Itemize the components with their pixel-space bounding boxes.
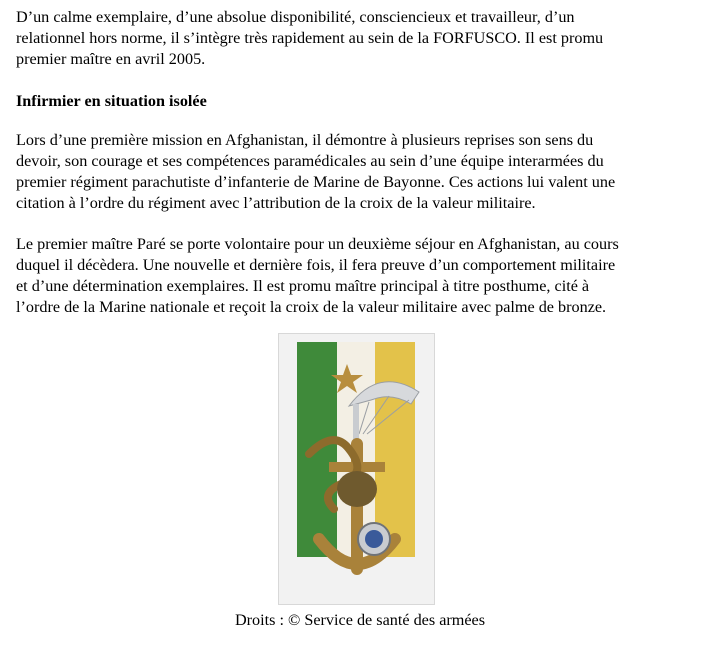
paragraph-intro xyxy=(16,7,701,70)
text-line: relationnel hors norme, il s’intègre très rapidement au sein de la FORFUSCO. Il est promu xyxy=(16,29,604,47)
text-line: l’ordre de la Marine nationale et reçoit la croix de la valeur militaire avec palme de bronze. xyxy=(16,298,607,316)
text-line: et d’une détermination exemplaires. Il est promu maître principal à titre posthume, cité à xyxy=(16,277,590,295)
insignia-photo xyxy=(278,333,435,605)
text-line: D’un calme exemplaire, d’une absolue disponibilité, consciencieux et travailleur, d’un xyxy=(16,8,575,26)
image-caption: Droits : © Service de santé des armées xyxy=(234,611,486,629)
text-line: citation à l’ordre du régiment avec l’attribution de la croix de la valeur militaire. xyxy=(16,194,536,212)
helmet-icon xyxy=(337,471,377,507)
text-line: Lors d’une première mission en Afghanistan, il démontre à plusieurs reprises son sens du xyxy=(16,131,594,149)
text-line: premier régiment parachutiste d’infanterie de Marine de Bayonne. Ces actions lui valent une xyxy=(16,173,616,191)
paragraph-first-mission xyxy=(16,130,701,214)
insignia-illustration xyxy=(279,334,434,604)
text-line: devoir, son courage et ses compétences paramédicales au sein d’une équipe interarmées du xyxy=(16,152,604,170)
text-line: Le premier maître Paré se porte volontaire pour un deuxième séjour en Afghanistan, au cours xyxy=(16,235,619,253)
paragraph-second-mission xyxy=(16,234,701,318)
text-line: duquel il décèdera. Une nouvelle et dernière fois, il fera preuve d’un comportement militaire xyxy=(16,256,616,274)
section-heading: Infirmier en situation isolée xyxy=(16,92,207,110)
text-line: premier maître en avril 2005. xyxy=(16,50,206,68)
